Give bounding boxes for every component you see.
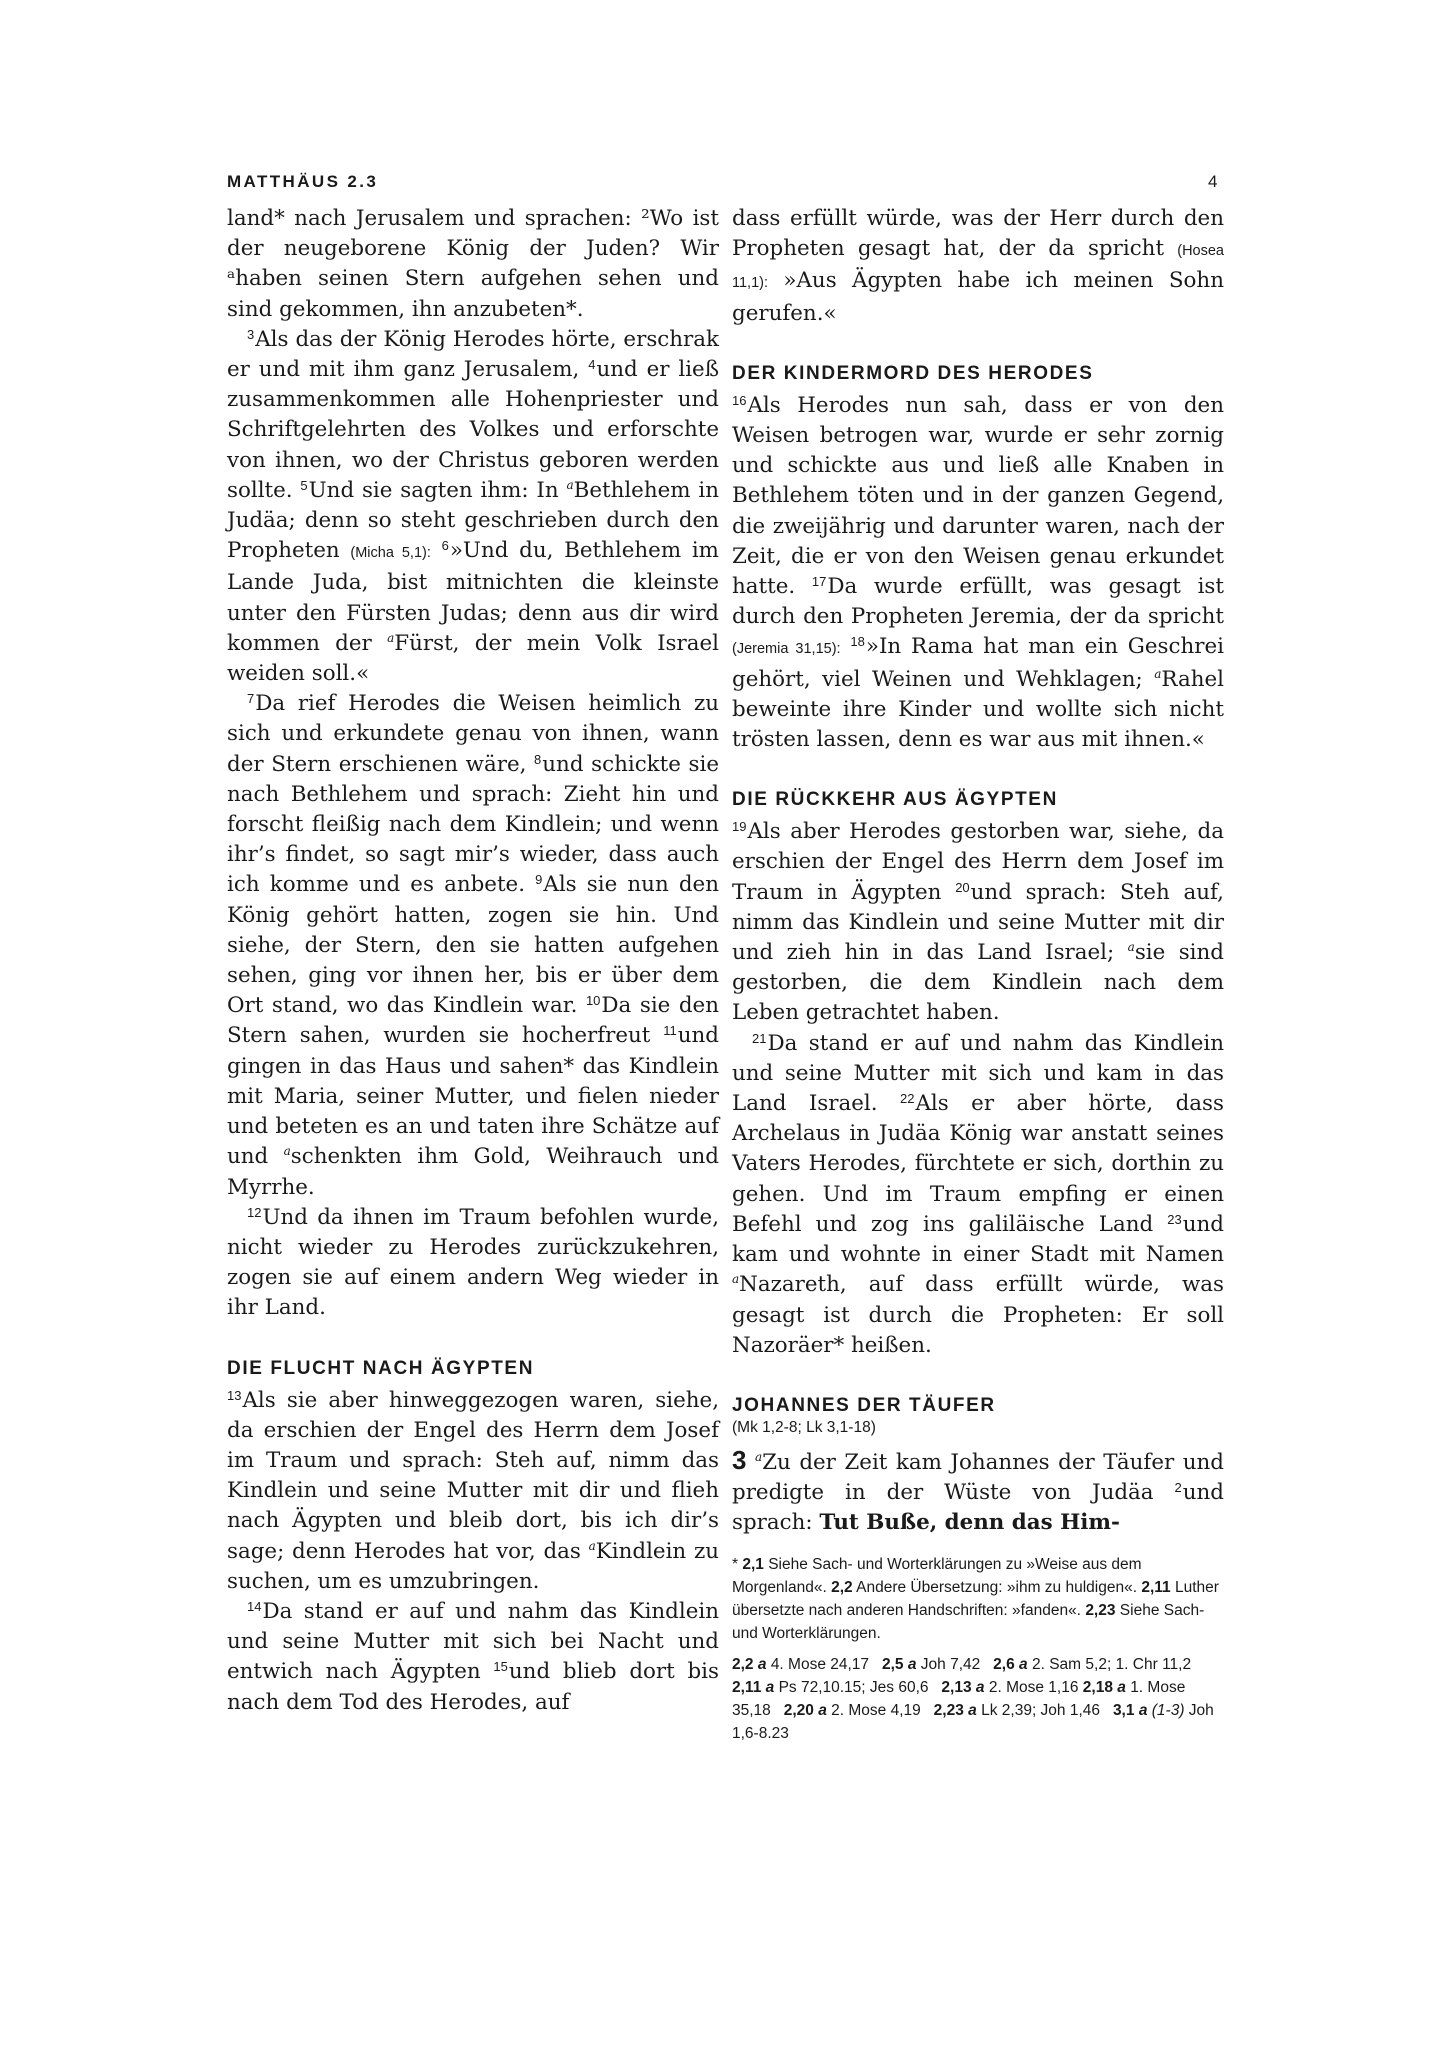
verse-number: 3 [247,326,255,342]
crossref-mark: a [1154,666,1162,681]
crossref-mark: a [588,1538,596,1553]
section-heading: DIE RÜCKKEHR AUS ÄGYPTEN [732,789,1058,811]
section-heading: DER KINDERMORD DES HERODES [732,362,1094,384]
page-number: 4 [1208,172,1218,191]
crossref-mark: a [1127,940,1135,955]
verse-number: 7 [247,691,255,707]
paragraph: $^{14}$Da stand er auf und nahm das Kindlein und seine Mutter mit sich bei Nacht und entwich nach Ägypten $^{15}$und blieb dort bis nach dem Tod des Herodes, auf [227,1598,720,1715]
verse-number: 4 [588,357,596,373]
paragraph: $^3$Als das der König Herodes hörte, erschrak er und mit ihm ganz Jerusalem, $^4$und er ließ zusammenkommen alle Hohenpriester und Schriftgelehrten des Volkes und erforschte von ihnen, wo der Christus geboren werden sollte. $^5$Und sie sagten ihm: In $^a$Bethlehem in Judäa; denn so steht geschrieben durch den Propheten (Micha 5,1): $^6$»Und du, Bethlehem im Lande Juda, bist mitnichten die kleinste unter den Fürsten Judas; denn aus dir wird kommen der $^a$Fürst, der mein Volk Israel weiden soll.« [227,326,719,687]
verse-number: 20 [955,879,970,895]
crossref-mark: a [283,1144,291,1159]
footnotes: * 2,1 Siehe Sach- und Worterklärungen zu »Weise aus dem Morgenland«. 2,2 Andere Übersetzung: »ihm zu huldigen«. 2,11 Luther übersetzte nach anderen Handschriften: »fanden«. 2,23 Siehe Sach- und Worterklärungen. [732,1555,1219,1642]
verse-number: 12 [247,1204,262,1220]
verse-number: 23 [1167,1211,1182,1227]
running-head: MATTHÄUS 2.3 [227,172,379,191]
verse-number: 16 [732,392,747,408]
section-heading: DIE FLUCHT NACH ÄGYPTEN [227,1357,535,1379]
verse-number: 6 [441,538,449,554]
paragraph: $^{13}$Als sie aber hinweggezogen waren, siehe, da erschien der Engel des Herrn dem Josef im Traum und sprach: Steh auf, nimm das Kindlein und seine Mutter mit dir und flieh nach Ägypten und bleib dort, bis ich dir’s sage; denn Herodes hat vor, das $^a$Kindlein zu suchen, um es umzubringen. [227,1387,720,1594]
verse-number: 22 [900,1091,915,1107]
parallel-refs: (Mk 1,2-8; Lk 3,1-18) [732,1418,876,1436]
paragraph: $^{12}$Und da ihnen im Traum befohlen wurde, nicht wieder zu Herodes zurückzukehren, zogen sie auf einem andern Weg wieder in ihr Land. [227,1204,719,1321]
crossref-mark: a [566,477,574,492]
verse-number: 18 [850,634,865,650]
crossref-mark: a [732,1272,740,1287]
verse-number: 5 [300,477,308,493]
paragraph: $^{21}$Da stand er auf und nahm das Kindlein und seine Mutter mit sich und kam in das Land Israel. $^{22}$Als er aber hörte, dass Archelaus in Judäa König war anstatt seines Vaters Herodes, fürchtete er sich, dorthin zu gehen. Und im Traum empfing er einen Befehl und zog ins galiläische Land $^{23}$und kam und wohnte in einer Stadt mit Namen $^a$Nazareth, auf dass erfüllt würde, was gesagt ist durch die Propheten: Er soll Nazoräer* heißen. [732,1030,1225,1358]
verse-number: 19 [732,819,747,835]
paragraph: $^7$Da rief Herodes die Weisen heimlich zu sich und erkundete genau von ihnen, wann der Stern erschienen wäre, $^8$und schickte sie nach Bethlehem und sprach: Zieht hin und forscht fleißig nach dem Kindlein; und wenn ihr’s findet, so sagt mir’s wieder, dass auch ich komme und es anbete. $^9$Als sie nun den König gehört hatten, zogen sie hin. Und siehe, der Stern, den sie hatten aufgehen sehen, ging vor ihnen her, bis er über dem Ort stand, wo das Kindlein war. $^{10}$Da sie den Stern sahen, wurden sie hocherfreut $^{11}$und gingen in das Haus und sahen* das Kindlein mit Maria, seiner Mutter, und fielen nieder und beteten es an und taten ihre Schätze auf und $^a$schenkten ihm Gold, Weihrauch und Myrrhe. [227,691,719,1200]
paragraph: 3 $^a$Zu der Zeit kam Johannes der Täufer und predigte in der Wüste von Judäa $^2$und sprach: Tut Buße, denn das Him- [732,1444,1224,1536]
verse-number: 21 [752,1030,767,1046]
verse-number: 15 [493,1659,508,1675]
paragraph: dass erfüllt würde, was der Herr durch den Propheten gesagt hat, der da spricht (Hosea 11,1): »Aus Ägypten habe ich meinen Sohn gerufen.« [732,206,1224,326]
left-column [227,204,719,1718]
verse-number: 2 [1174,1480,1182,1496]
chapter-number: 3 [732,1444,747,1475]
cross-references: 2,2 a 4. Mose 24,17 2,5 a Joh 7,42 2,6 a 2. Sam 5,2; 1. Chr 11,2 2,11 a Ps 72,10.15; Jes 60,6 2,13 a 2. Mose 1,16 2,18 a 1. Mose 35,18 2,20 a 2. Mose 4,19 2,23 a Lk 2,39; Joh 1,46 3,1 a (1-3) Joh 1,6-8.23 [732,1655,1214,1742]
emphasis: Tut Buße, denn das Him- [819,1510,1120,1536]
paragraph: $^{19}$Als aber Herodes gestorben war, siehe, da erschien der Engel des Herrn dem Josef im Traum in Ägypten $^{20}$und sprach: Steh auf, nimm das Kindlein und seine Mutter mit dir und zieh hin in das Land Israel; $^a$sie sind gestorben, die dem Kindlein nach dem Leben getrachtet haben. [732,819,1224,1026]
verse-number: 11 [663,1023,677,1039]
verse-number: 13 [227,1387,242,1403]
crossref-mark: a [387,630,395,645]
verse-number: 10 [585,993,601,1009]
verse-number: 14 [247,1598,262,1614]
verse-number: 8 [534,751,542,767]
paragraph: land* nach Jerusalem und sprachen: ²Wo ist der neugeborene König der Juden? Wir ᵃhaben seinen Stern aufgehen sehen und sind gekommen, ihn anzubeten*. [227,206,719,322]
right-column [732,204,1224,1745]
scripture-ref: (Jeremia 31,15): [732,641,841,658]
section-heading: JOHANNES DER TÄUFER [732,1394,996,1416]
paragraph: $^{16}$Als Herodes nun sah, dass er von den Weisen betrogen war, wurde er sehr zornig und schickte aus und ließ alle Knaben in Bethlehem töten und in der ganzen Gegend, die zweijährig und darunter waren, nach der Zeit, die er von den Weisen genau erkundet hatte. $^{17}$Da wurde erfüllt, was gesagt ist durch den Propheten Jeremia, der da spricht (Jeremia 31,15): $^{18}$»In Rama hat man ein Geschrei gehört, viel Weinen und Wehklagen; $^a$Rahel beweinte ihre Kinder und wollte sich nicht trösten lassen, denn es war aus mit ihnen.« [732,392,1225,753]
crossref-mark: a [755,1449,763,1464]
scripture-ref: (Micha 5,1): [350,545,431,562]
verse-number: 9 [535,872,543,888]
scripture-ref: (Hosea 11,1): [732,243,1224,292]
verse-number: 17 [811,574,827,590]
